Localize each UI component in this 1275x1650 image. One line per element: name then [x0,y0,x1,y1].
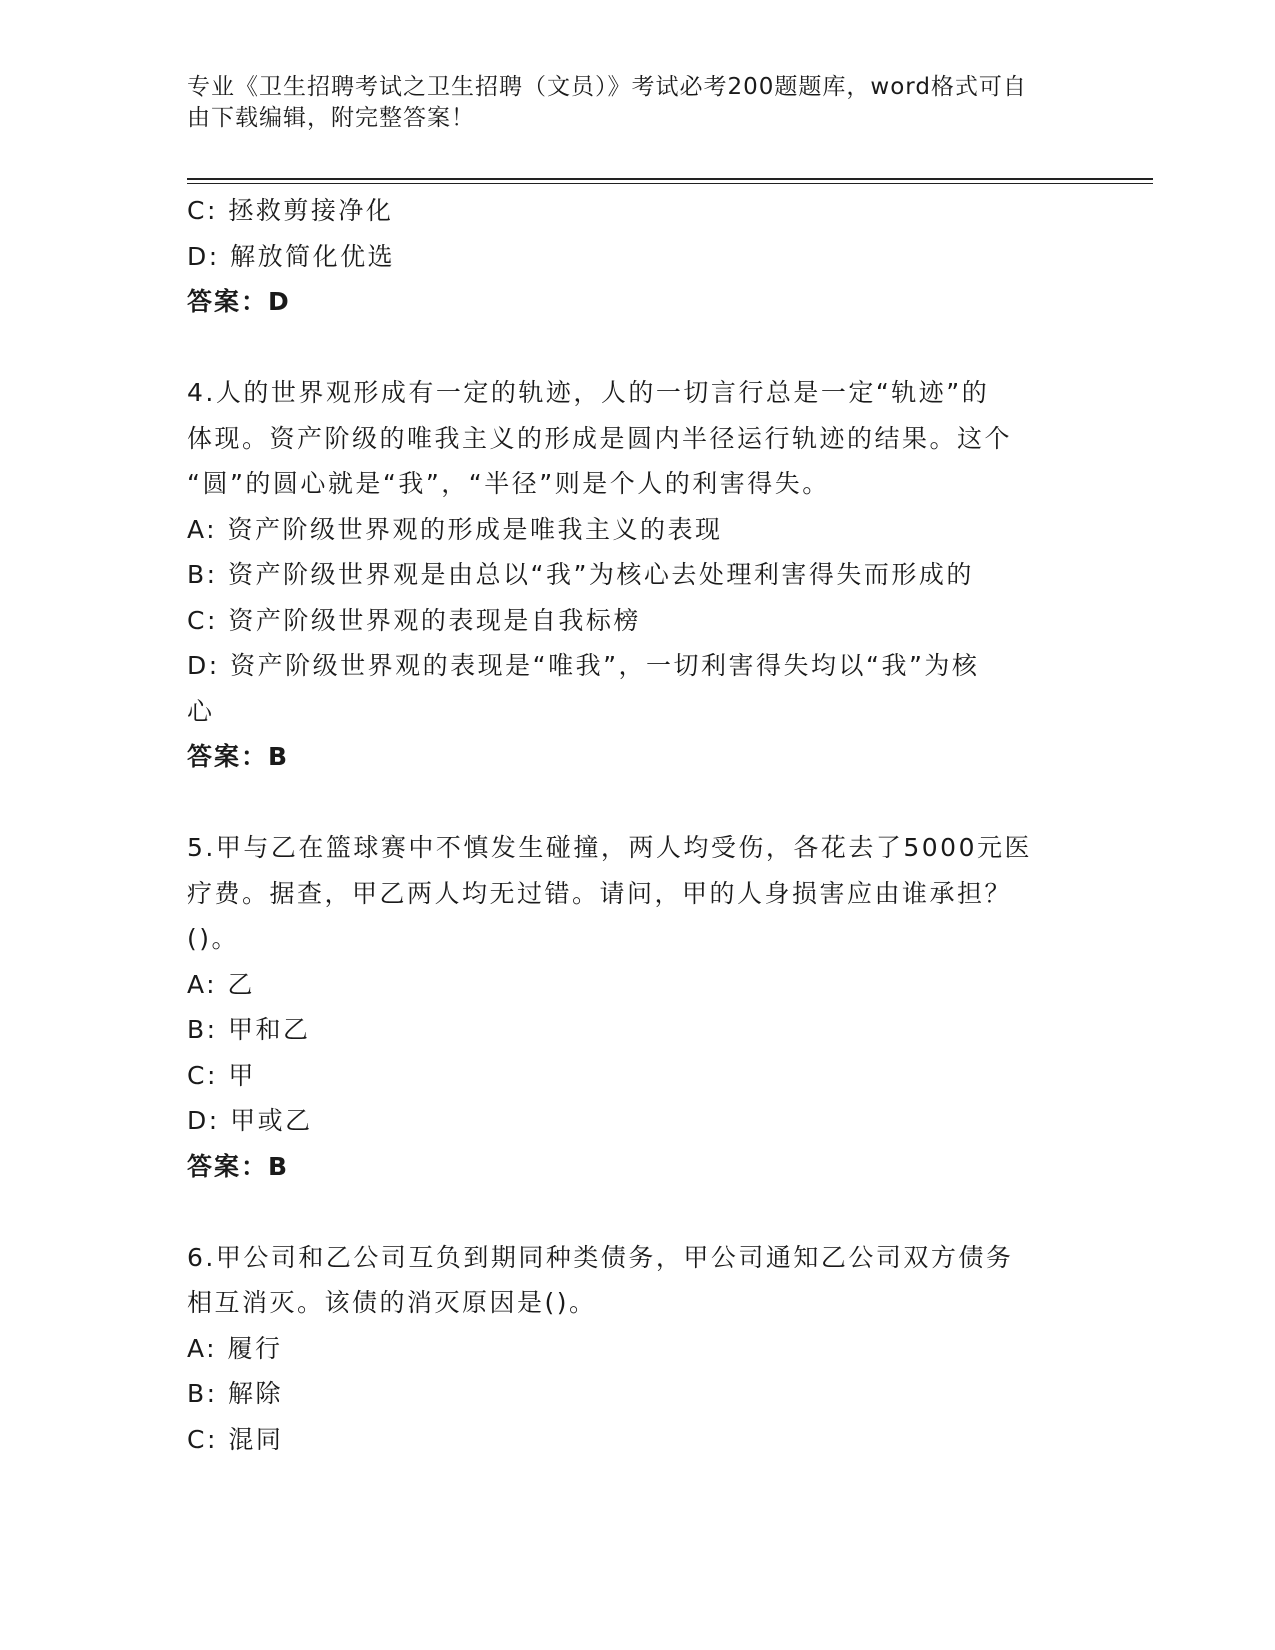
question-stem-line: ()。 [187,924,240,953]
question-spacer [187,780,1067,826]
question-stem-line: 4.人的世界观形成有一定的轨迹，人的一切言行总是一定“轨迹”的 [187,378,990,407]
option-line: B: 资产阶级世界观是由总以“我”为核心去处理利害得失而形成的 [187,560,974,589]
header-rule-thin [187,183,1153,184]
question-4 [187,370,1067,780]
option-line: C: 甲 [187,1060,256,1090]
question-stem-line: “圆”的圆心就是“我”，“半径”则是个人的利害得失。 [187,469,830,498]
option-line: C: 拯救剪接净化 [187,196,394,225]
question-stem-line: 相互消灭。该债的消灭原因是()。 [187,1288,597,1317]
option-line: C: 资产阶级世界观的表现是自我标榜 [187,605,641,635]
option-line: A: 履行 [187,1333,283,1363]
header-line-2: 由下载编辑，附完整答案！ [187,105,475,131]
question-spacer [187,325,1067,371]
answer-line: 答案：B [187,1151,290,1181]
question-6 [187,1235,1067,1463]
question-5 [187,825,1067,1189]
answer-line: 答案：B [187,742,290,771]
document-header [187,72,1087,134]
option-line: A: 乙 [187,969,256,999]
question-stem-line: 6.甲公司和乙公司互负到期同种类债务，甲公司通知乙公司双方债务 [187,1242,1014,1272]
option-line: B: 解除 [187,1379,284,1408]
option-line: A: 资产阶级世界观的形成是唯我主义的表现 [187,514,723,544]
option-line-continued: 心 [187,696,215,726]
question-stem-line: 体现。资产阶级的唯我主义的形成是圆内半径运行轨迹的结果。这个 [187,423,1013,453]
answer-line: 答案：D [187,287,291,316]
option-line: C: 混同 [187,1424,284,1454]
question-3-tail [187,188,1067,325]
question-stem-line: 疗费。据查，甲乙两人均无过错。请问，甲的人身损害应由谁承担？ [187,878,1013,908]
option-line: B: 甲和乙 [187,1015,311,1044]
option-line: D: 甲或乙 [187,1106,313,1135]
question-spacer [187,1189,1067,1235]
header-rule-thick [187,178,1153,180]
question-stem-line: 5.甲与乙在篮球赛中不慎发生碰撞，两人均受伤，各花去了5000元医 [187,833,1032,862]
header-line-1: 专业《卫生招聘考试之卫生招聘（文员）》考试必考200题题库，word格式可自 [187,74,1027,100]
document-body [187,188,1067,1462]
option-line: D: 资产阶级世界观的表现是“唯我”，一切利害得失均以“我”为核 [187,651,980,680]
option-line: D: 解放简化优选 [187,241,396,271]
